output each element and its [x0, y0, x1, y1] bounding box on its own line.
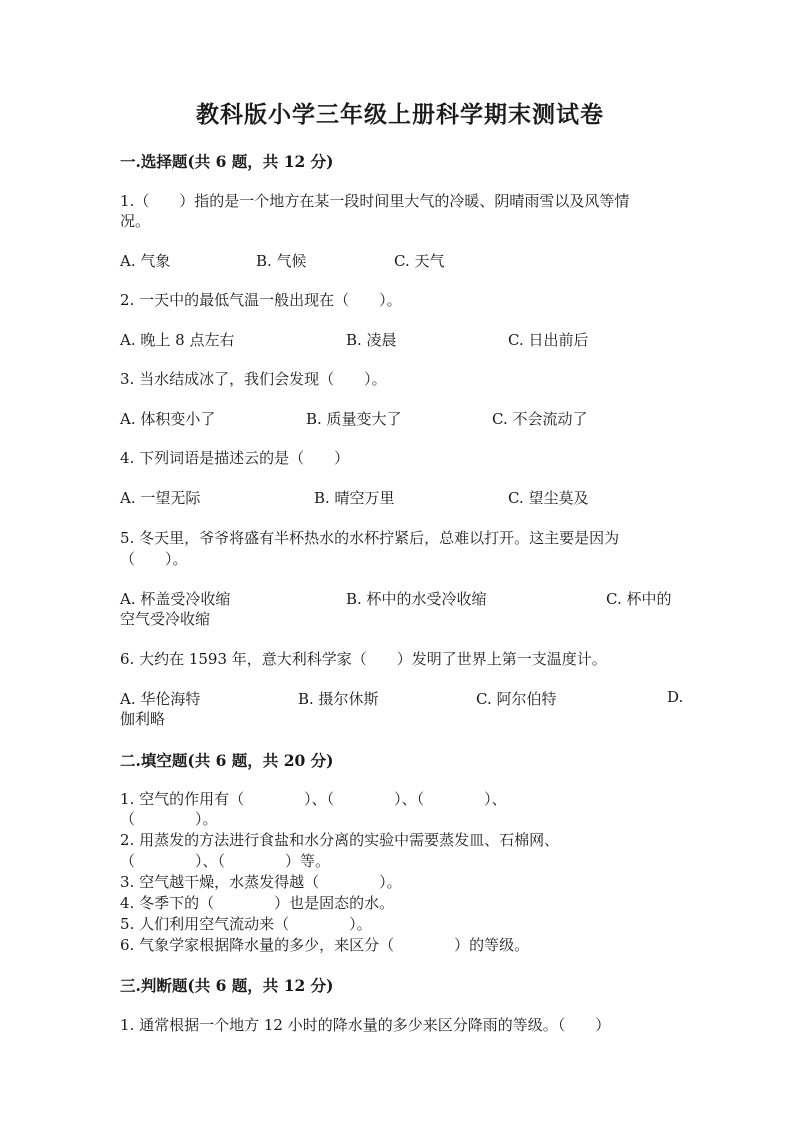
- option-d-continued: 伽利略: [120, 710, 166, 728]
- option-c: C. 阿尔伯特: [476, 690, 557, 708]
- option-b: B. 杯中的水受冷收缩: [346, 590, 487, 608]
- exam-title: 教科版小学三年级上册科学期末测试卷: [196, 101, 604, 128]
- question-line: 5. 冬天里，爷爷将盛有半杯热水的水杯拧紧后，总难以打开。这主要是因为: [120, 529, 620, 547]
- option-a: A. 晚上 8 点左右: [120, 331, 235, 349]
- option-a: A. 体积变小了: [120, 410, 216, 428]
- question-line: 1.（ ）指的是一个地方在某一段时间里大气的冷暖、阴晴雨雪以及风等情: [120, 192, 630, 210]
- section-heading-fill: 二.填空题(共 6 题，共 20 分): [120, 751, 334, 770]
- option-c: C. 天气: [394, 252, 445, 270]
- option-a: A. 气象: [120, 252, 171, 270]
- option-b: B. 质量变大了: [306, 410, 402, 428]
- option-a: A. 华伦海特: [120, 690, 201, 708]
- judge-line: 1. 通常根据一个地方 12 小时的降水量的多少来区分降雨的等级。（ ）: [120, 1016, 611, 1034]
- option-d: D.: [667, 688, 684, 706]
- question-line: 况。: [120, 212, 151, 230]
- section-heading-judge: 三.判断题(共 6 题，共 12 分): [120, 976, 334, 995]
- option-c-continued: 空气受冷收缩: [120, 610, 211, 628]
- option-a: A. 一望无际: [120, 489, 201, 507]
- fill-line: （ ）。: [120, 810, 218, 828]
- fill-line: 5. 人们利用空气流动来（ ）。: [120, 915, 372, 933]
- option-c: C. 日出前后: [508, 331, 589, 349]
- option-c: C. 杯中的: [606, 590, 672, 608]
- fill-line: 1. 空气的作用有（ ）、（ ）、（ ）、: [120, 790, 507, 808]
- question-line: 2. 一天中的最低气温一般出现在（ ）。: [120, 291, 402, 309]
- fill-line: 4. 冬季下的（ ）也是固态的水。: [120, 894, 395, 912]
- question-line: 4. 下列词语是描述云的是（ ）: [120, 449, 350, 467]
- option-c: C. 不会流动了: [492, 410, 588, 428]
- fill-line: （ ）、（ ）等。: [120, 852, 331, 870]
- option-b: B. 摄尔休斯: [298, 690, 379, 708]
- fill-line: 6. 气象学家根据降水量的多少，来区分（ ）的等级。: [120, 936, 530, 954]
- fill-line: 2. 用蒸发的方法进行食盐和水分离的实验中需要蒸发皿、石棉网、: [120, 831, 560, 849]
- option-b: B. 气候: [256, 252, 307, 270]
- option-c: C. 望尘莫及: [508, 489, 589, 507]
- question-line: 3. 当水结成冰了，我们会发现（ ）。: [120, 370, 387, 388]
- fill-line: 3. 空气越干燥，水蒸发得越（ ）。: [120, 873, 402, 891]
- option-b: B. 晴空万里: [314, 489, 395, 507]
- question-line: 6. 大约在 1593 年，意大利科学家（ ）发明了世界上第一支温度计。: [120, 650, 607, 668]
- option-a: A. 杯盖受冷收缩: [120, 590, 231, 608]
- section-heading-choice: 一.选择题(共 6 题，共 12 分): [120, 152, 334, 171]
- option-b: B. 凌晨: [346, 331, 397, 349]
- question-line: （ ）。: [120, 550, 188, 568]
